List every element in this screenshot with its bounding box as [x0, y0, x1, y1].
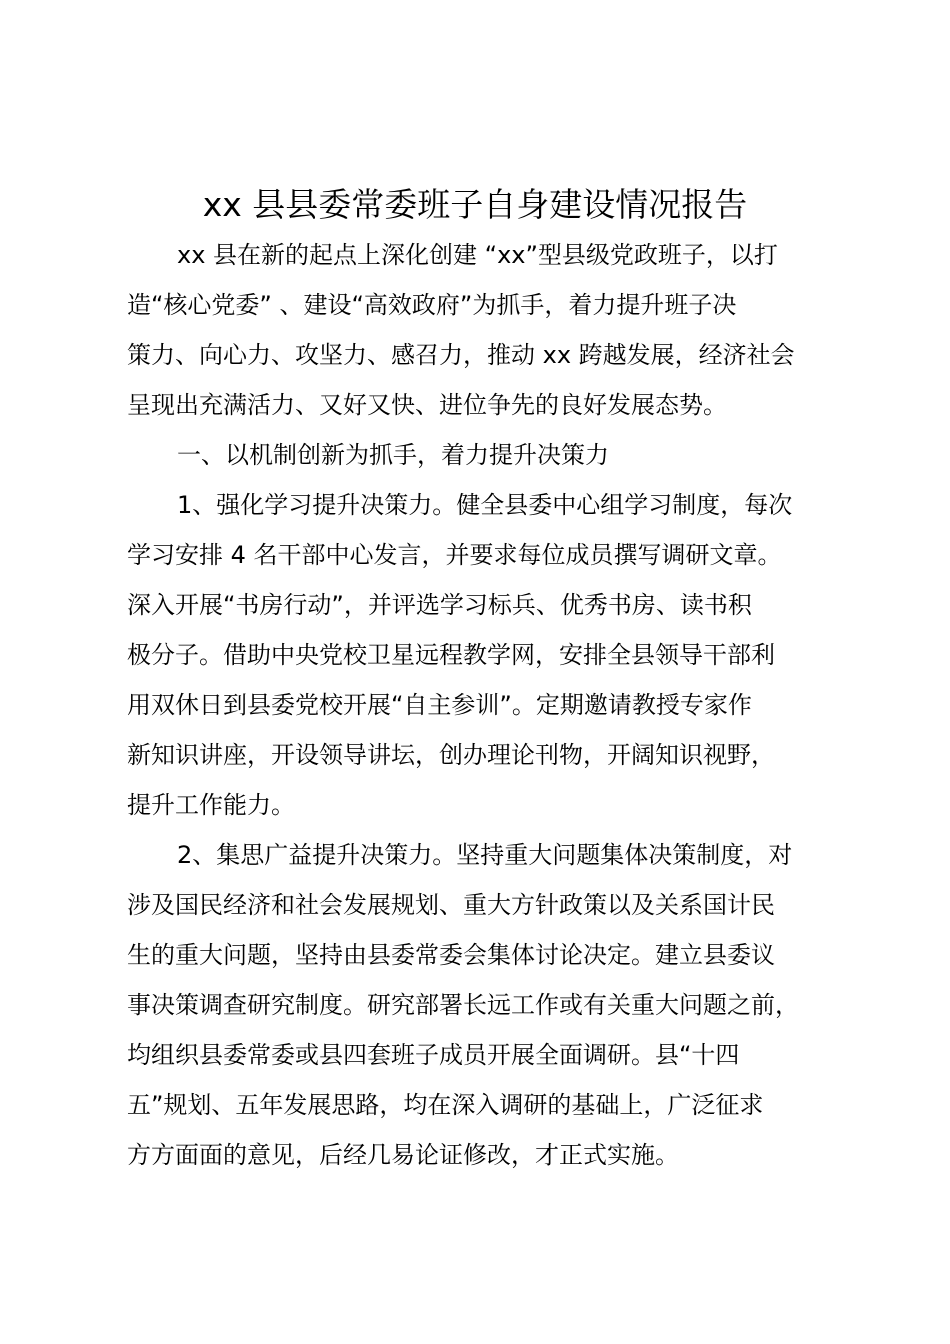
paragraph-3-line-1: 2、集思广益提升决策力。坚持重大问题集体决策制度，对 — [177, 841, 793, 869]
paragraph-1-line-3: 策力、向心力、攻坚力、感召力，推动 xx 跨越发展，经济社会 — [127, 341, 795, 369]
paragraph-2-line-3: 深入开展“书房行动”，并评选学习标兵、优秀书房、读书积 — [127, 591, 752, 619]
paragraph-3-line-4: 事决策调查研究制度。研究部署长远工作或有关重大问题之前， — [127, 991, 799, 1019]
document-title: xx 县县委常委班子自身建设情况报告 — [202, 185, 748, 224]
paragraph-2-line-7: 提升工作能力。 — [127, 791, 295, 819]
paragraph-1-line-2: 造“核心党委” 、建设“高效政府”为抓手，着力提升班子决 — [127, 291, 737, 319]
paragraph-3-line-5: 均组织县委常委或县四套班子成员开展全面调研。县“十四 — [127, 1041, 740, 1069]
paragraph-2-line-4: 极分子。借助中央党校卫星远程教学网，安排全县领导干部利 — [127, 641, 775, 669]
section-heading-1: 一、以机制创新为抓手，着力提升决策力 — [177, 441, 609, 469]
paragraph-2-line-6: 新知识讲座，开设领导讲坛，创办理论刊物，开阔知识视野， — [127, 741, 775, 769]
paragraph-2-line-5: 用双休日到县委党校开展“自主参训”。定期邀请教授专家作 — [127, 691, 752, 719]
paragraph-3-line-3: 生的重大问题，坚持由县委常委会集体讨论决定。建立县委议 — [127, 941, 775, 969]
paragraph-3-line-2: 涉及国民经济和社会发展规划、重大方针政策以及关系国计民 — [127, 891, 775, 919]
paragraph-1-line-1: xx 县在新的起点上深化创建 “xx”型县级党政班子，以打 — [177, 241, 778, 269]
paragraph-2-line-2: 学习安排 4 名干部中心发言，并要求每位成员撰写调研文章。 — [127, 541, 782, 569]
paragraph-1-line-4: 呈现出充满活力、又好又快、进位争先的良好发展态势。 — [127, 391, 727, 419]
paragraph-2-line-1: 1、强化学习提升决策力。健全县委中心组学习制度，每次 — [177, 491, 793, 519]
paragraph-3-line-7: 方方面面的意见，后经几易论证修改，才正式实施。 — [127, 1141, 679, 1169]
paragraph-3-line-6: 五”规划、五年发展思路，均在深入调研的基础上，广泛征求 — [127, 1091, 764, 1119]
